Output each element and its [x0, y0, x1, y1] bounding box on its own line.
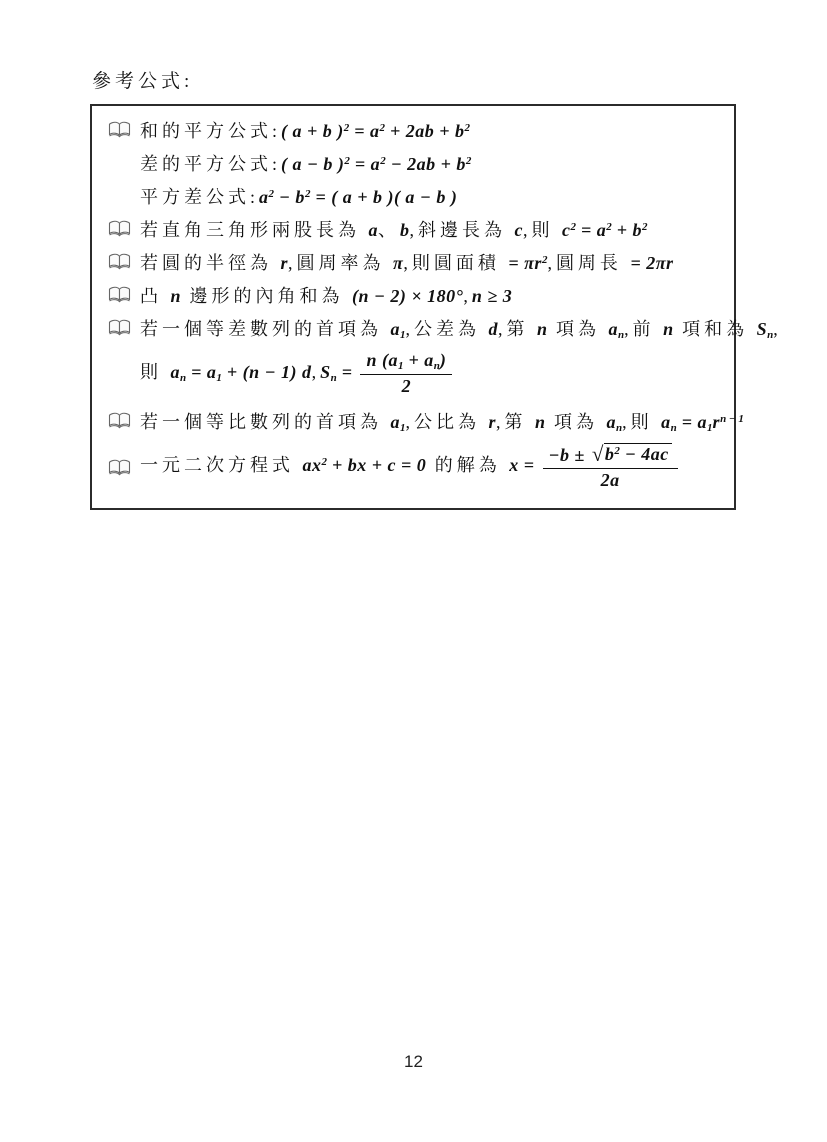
formula-text: 項為	[547, 318, 609, 339]
formula-math: a	[606, 411, 617, 432]
formula-math: n	[663, 318, 674, 339]
formula-math: ( a + b )	[281, 120, 344, 141]
formula-math: 2	[304, 187, 311, 200]
open-book-icon-graphic	[108, 253, 131, 270]
formula-math: n	[618, 328, 625, 341]
formula-text: ,則圓面積	[403, 252, 509, 273]
formula-math: 1	[400, 421, 406, 434]
formula-math: 2	[642, 220, 648, 233]
formula-math: 2	[379, 121, 386, 134]
open-book-icon-graphic	[108, 286, 131, 303]
formula-math: n	[670, 421, 677, 434]
open-book-icon-graphic	[108, 319, 131, 336]
formula-content	[140, 408, 744, 434]
formula-text: 若一個等差數列的首項為	[140, 318, 391, 339]
formula-text: 若一個等比數列的首項為	[140, 411, 391, 432]
formula-math: π	[393, 252, 404, 273]
formula-math: 2	[343, 121, 350, 134]
formula-math: n − 1	[720, 412, 744, 425]
formula-row	[108, 345, 722, 403]
formula-math: n (a	[366, 350, 398, 371]
open-book-icon	[108, 319, 140, 336]
formula-math: − 2ab + b	[385, 153, 466, 174]
formula-math: 2	[606, 220, 612, 233]
formula-math: a	[661, 411, 671, 432]
fraction	[360, 350, 452, 398]
formula-math: − b	[274, 186, 305, 207]
formula-text: ,公比為	[405, 411, 489, 432]
formula-text: 平方差公式:	[140, 186, 260, 207]
formula-text: 的解為	[426, 455, 510, 476]
formula-text: ,	[463, 285, 472, 306]
formula-content	[140, 249, 674, 275]
formula-text: ,	[773, 318, 782, 339]
formula-math: n	[535, 411, 546, 432]
formula-content	[140, 117, 470, 143]
formula-math: = πr	[508, 252, 542, 273]
open-book-icon	[108, 286, 140, 303]
formula-math: n	[330, 372, 337, 385]
formula-content	[140, 282, 512, 308]
formula-math: 2	[464, 121, 471, 134]
formula-text: ,斜邊長為	[409, 219, 515, 240]
formula-math: c	[562, 219, 571, 240]
formula-math: ax	[302, 455, 322, 476]
formula-content	[140, 315, 782, 341]
formula-text: 、	[378, 219, 400, 240]
formula-text: ,第	[498, 318, 537, 339]
formula-math: = ( a + b )( a − b )	[310, 186, 458, 207]
radical	[592, 443, 672, 466]
formula-text: 項為	[545, 411, 607, 432]
formula-math: 2	[268, 187, 275, 200]
formula-content	[140, 443, 681, 491]
formula-math: 2	[401, 376, 412, 397]
formula-math: )	[439, 350, 447, 371]
formula-math: n	[433, 360, 440, 373]
formula-math: 2	[380, 154, 386, 167]
formula-math: a	[390, 411, 400, 432]
formula-text: ,圓周長	[547, 252, 631, 273]
formula-math: + 2ab + b	[385, 120, 465, 141]
formula-math: 2	[570, 220, 576, 233]
formula-content	[140, 150, 471, 176]
formula-math: x =	[509, 455, 540, 476]
formula-text: 一元二次方程式	[140, 455, 303, 476]
formula-math: 1	[400, 328, 406, 341]
formula-math: n	[767, 328, 774, 341]
formula-math: + bx + c = 0	[327, 455, 427, 476]
formula-math: c	[514, 219, 523, 240]
formula-math: = a	[349, 120, 380, 141]
formula-text: 邊形的內角和為	[181, 285, 353, 306]
formula-text: 若直角三角形兩股長為	[140, 219, 369, 240]
formula-text: ,圓周率為	[288, 252, 394, 273]
formula-math: n	[170, 285, 182, 306]
formula-text: 若圓的半徑為	[140, 252, 281, 273]
formula-math: n ≥ 3	[471, 285, 513, 306]
formula-math: + b	[611, 219, 643, 240]
formula-math: 2	[465, 154, 472, 167]
formula-math: S	[756, 318, 768, 339]
formula-math: r	[280, 252, 289, 273]
formula-math: 2a	[600, 469, 620, 490]
formula-text: ,則	[622, 411, 662, 432]
open-book-icon	[108, 459, 140, 476]
formula-row	[108, 179, 722, 212]
formula-math: 1	[707, 421, 713, 434]
formula-math: 2	[344, 154, 350, 167]
open-book-icon-graphic	[108, 412, 131, 429]
formula-math: n	[537, 318, 548, 339]
formula-list	[108, 113, 782, 496]
page-number: 12	[404, 1052, 423, 1071]
formula-math: 2	[541, 253, 548, 266]
formula-math: r	[712, 411, 721, 432]
formula-row	[108, 278, 722, 311]
formula-text: 凸	[140, 285, 171, 306]
formula-math: 2	[321, 456, 327, 469]
formula-math: = a	[349, 153, 381, 174]
formula-content	[140, 183, 457, 209]
formula-text: ,第	[496, 411, 536, 432]
open-book-icon	[108, 121, 140, 138]
formula-row	[108, 113, 722, 146]
formula-math: n	[616, 421, 623, 434]
formula-row	[108, 404, 744, 437]
open-book-icon	[108, 412, 140, 429]
open-book-icon	[108, 253, 140, 270]
fraction	[543, 443, 678, 491]
formula-row	[108, 438, 722, 496]
formula-text: 和的平方公式:	[140, 120, 282, 141]
formula-content	[140, 350, 455, 398]
formula-text: ,	[311, 362, 321, 383]
formula-math: S	[320, 362, 331, 383]
formula-row	[108, 245, 722, 278]
open-book-icon-graphic	[108, 220, 131, 237]
open-book-icon-graphic	[108, 459, 131, 476]
formula-math: a	[368, 219, 378, 240]
formula-text: 差的平方公式:	[140, 153, 282, 174]
formula-math: 1	[216, 372, 222, 385]
formula-math: b	[400, 219, 410, 240]
formula-math: b	[604, 443, 615, 464]
formula-math: + a	[403, 350, 434, 371]
formula-math: 2	[614, 444, 620, 457]
formula-math: = 2πr	[630, 252, 674, 273]
formula-math: 1	[397, 360, 404, 373]
radical-sign-icon: √	[591, 441, 604, 466]
formula-math: a	[390, 318, 400, 339]
open-book-icon	[108, 220, 140, 237]
formula-math: −b ±	[548, 444, 590, 465]
formula-math: a	[608, 318, 619, 339]
formula-row	[108, 146, 722, 179]
formula-row	[108, 311, 782, 344]
formula-math: = a	[576, 219, 607, 240]
formula-text: ,公差為	[405, 318, 489, 339]
formula-math: (n − 2) × 180°	[352, 285, 464, 306]
formula-text: ,則	[523, 219, 562, 240]
formula-math: r	[488, 411, 497, 432]
formula-math: = a	[676, 411, 708, 432]
formula-text: 則	[140, 362, 171, 383]
open-book-icon-graphic	[108, 121, 131, 138]
page-title: 參考公式:	[92, 71, 194, 92]
formula-math: d	[488, 318, 498, 339]
formula-math: n	[180, 372, 187, 385]
formula-math: − 4ac	[619, 443, 669, 464]
formula-row	[108, 212, 722, 245]
formula-math: = a	[186, 362, 217, 383]
formula-text: 項和為	[673, 318, 757, 339]
formula-text: ,前	[624, 318, 664, 339]
formula-box	[90, 104, 782, 510]
formula-math: + (n − 1) d	[221, 362, 312, 383]
formula-math: a	[259, 186, 269, 207]
formula-math: ( a − b )	[281, 153, 345, 174]
formula-math: a	[170, 362, 180, 383]
formula-content	[140, 216, 648, 242]
formula-math: =	[336, 362, 358, 383]
